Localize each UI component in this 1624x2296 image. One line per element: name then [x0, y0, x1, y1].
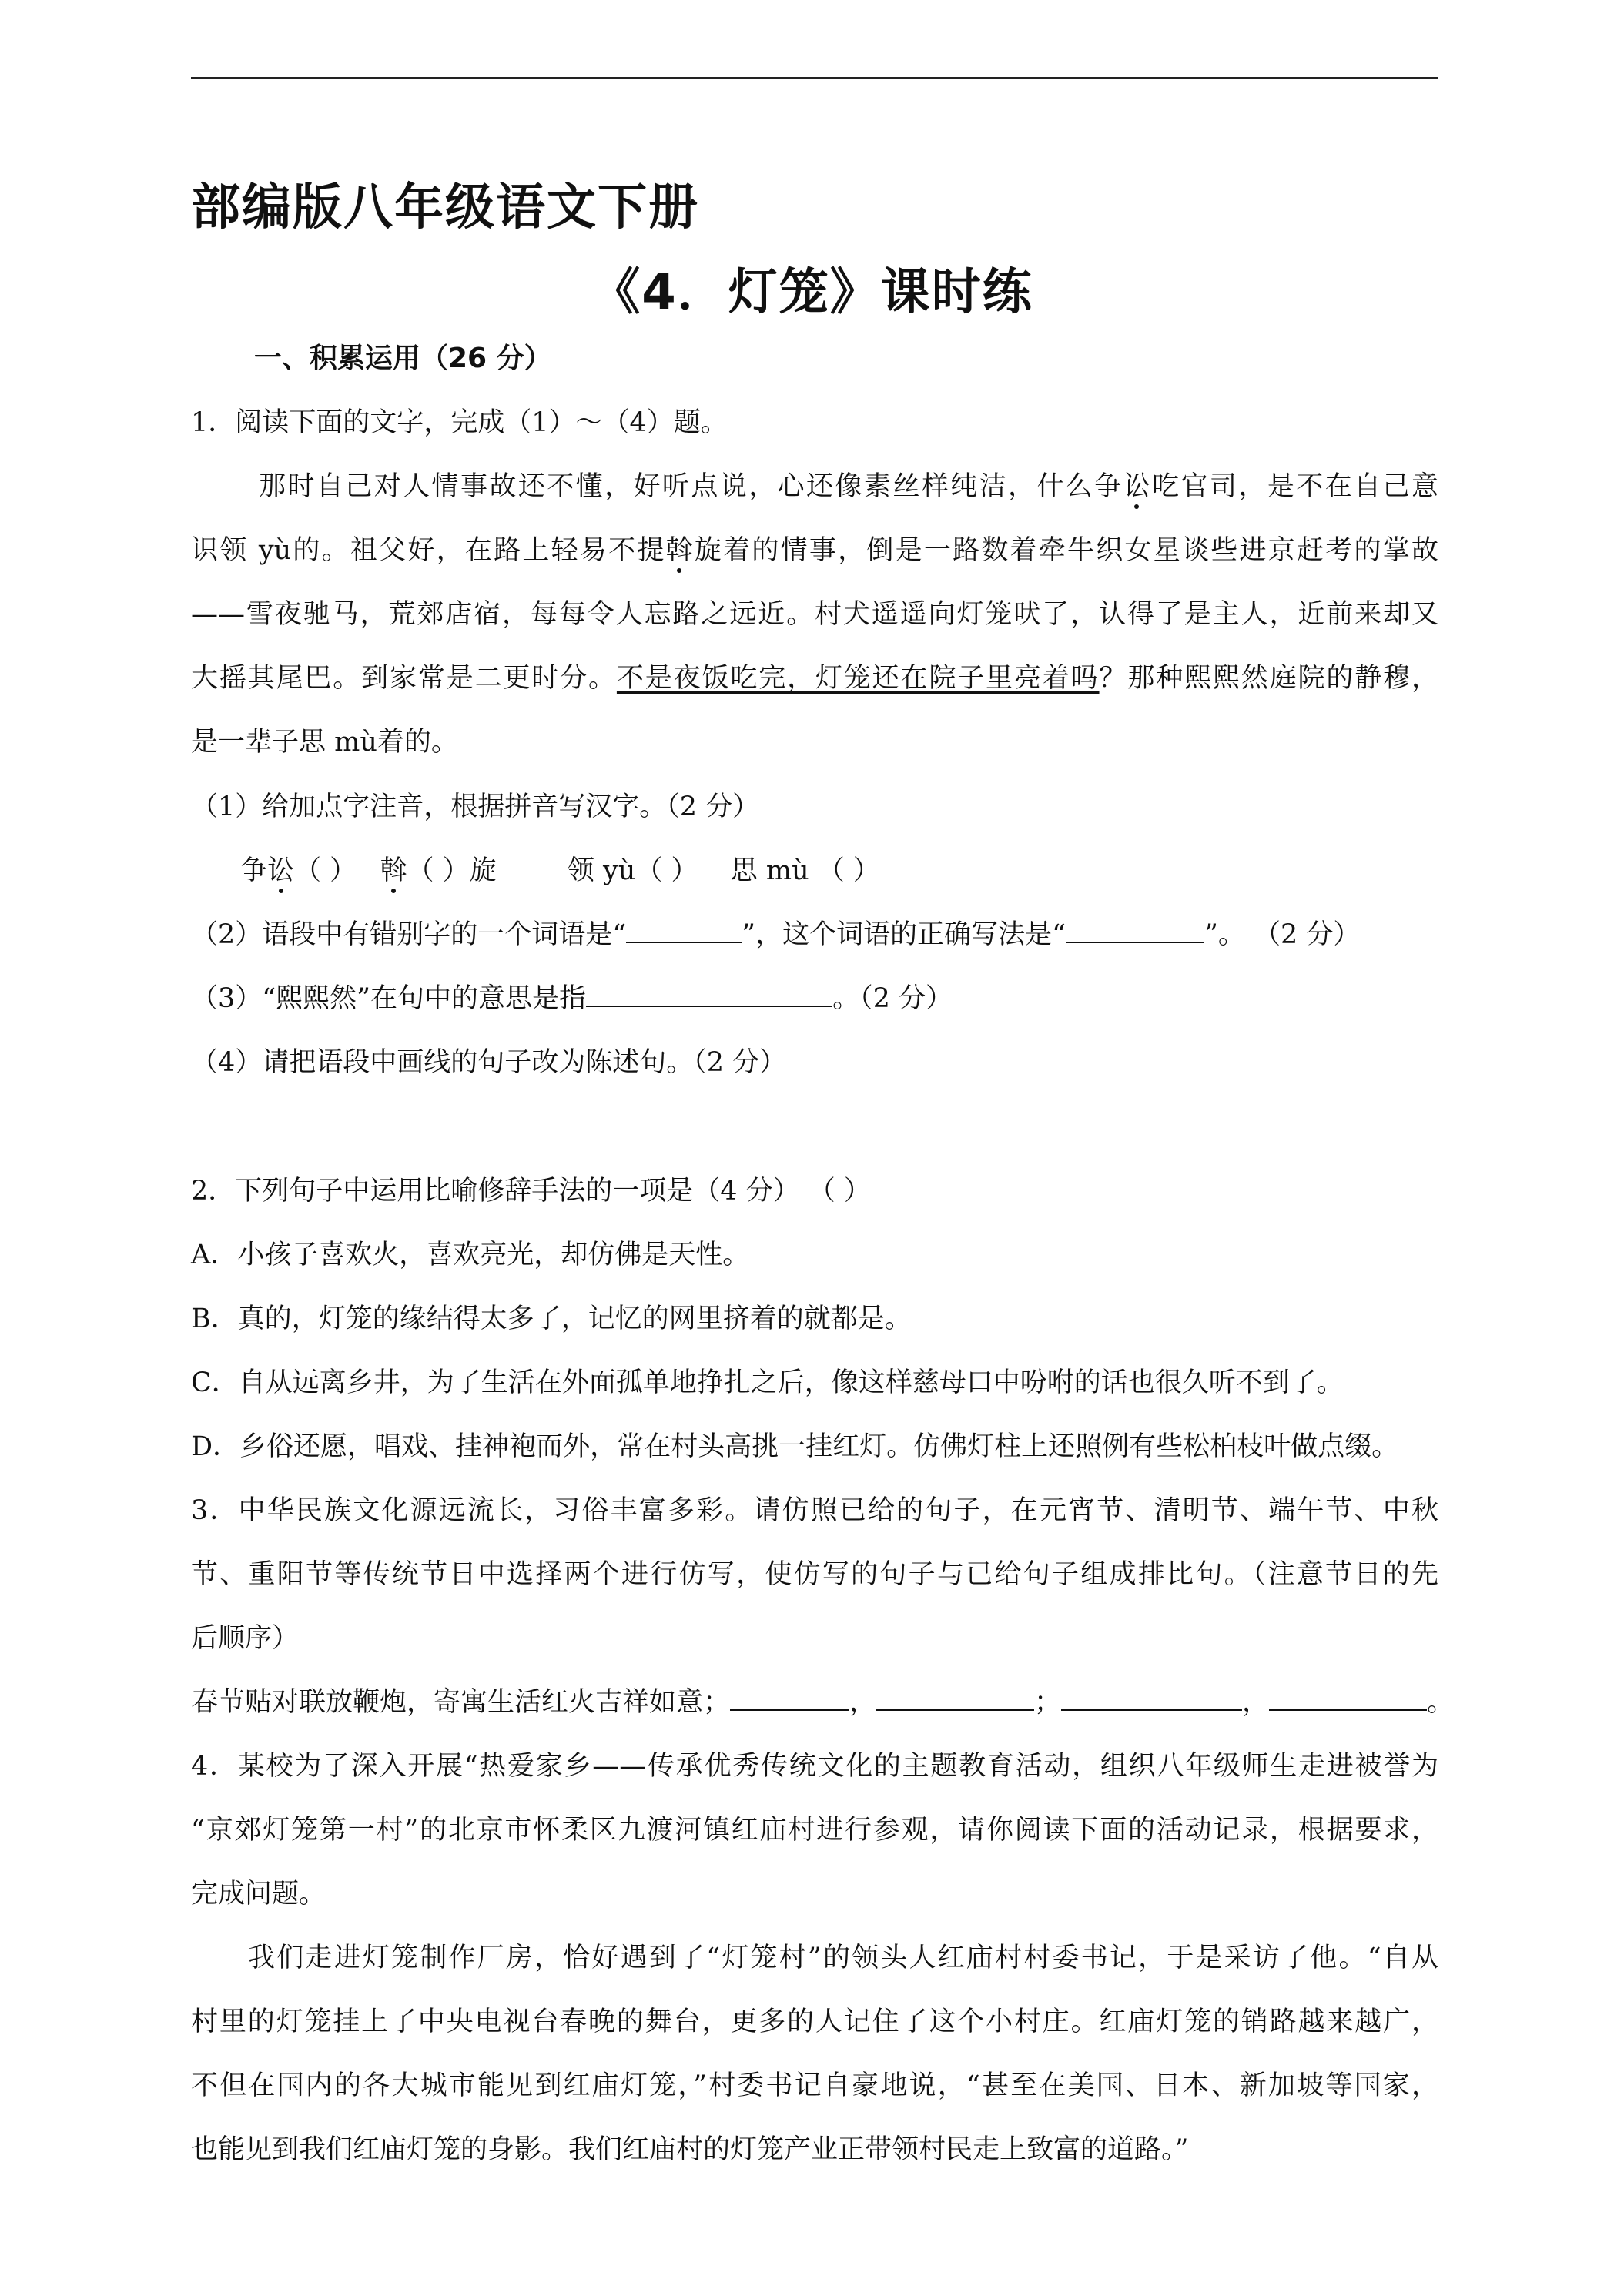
q1-prompt: 1．阅读下面的文字，完成（1）～（4）题。 — [191, 407, 728, 438]
q3-line-2: 节、重阳节等传统节日中选择两个进行仿写，使仿写的句子与已给句子组成排比句。（注意节日的先 — [191, 1559, 1438, 1590]
item-text: 争 — [240, 855, 268, 886]
passage-line-1 — [259, 470, 1438, 503]
answer-blank[interactable] — [876, 1686, 1034, 1711]
answer-blank[interactable] — [586, 982, 832, 1007]
dotted-char: 讼 — [267, 855, 295, 886]
q2-option-d[interactable]: D．乡俗还愿，唱戏、挂神袍而外，常在村头高挑一挂红灯。仿佛灯柱上还照例有些松柏枝叶做点缀。 — [191, 1431, 1399, 1462]
answer-blank[interactable] — [1269, 1686, 1427, 1711]
q3-line-3: 后顺序） — [191, 1623, 300, 1654]
q2-option-a[interactable]: A．小孩子喜欢火，喜欢亮光，却仿佛是天性。 — [191, 1240, 750, 1270]
item-text: （3）“熙熙然”在句中的意思是指 — [191, 983, 587, 1014]
header-rule — [191, 77, 1438, 79]
q1-sub4: （4）请把语段中画线的句子改为陈述句。（2 分） — [191, 1047, 787, 1078]
passage-line-2 — [191, 534, 1438, 567]
q1-sub3 — [191, 982, 953, 1015]
item-text: ”，这个词语的正确写法是“ — [742, 919, 1066, 950]
q1-sub1: （1）给加点字注音，根据拼音写汉字。（2 分） — [191, 792, 760, 822]
answer-blank[interactable] — [626, 919, 742, 943]
example-sentence: 春节贴对联放鞭炮，寄寓生活红火吉祥如意； — [191, 1687, 731, 1718]
q4-record-line-1: 我们走进灯笼制作厂房，恰好遇到了“灯笼村”的领头人红庙村村委书记，于是采访了他。“自从 — [248, 1943, 1438, 1973]
q4-record-line-2: 村里的灯笼挂上了中央电视台春晚的舞台，更多的人记住了这个小村庄。红庙灯笼的销路越来越广， — [191, 2006, 1438, 2037]
q4-line-1: 4．某校为了深入开展“热爱家乡——传承优秀传统文化的主题教育活动，组织八年级师生走进被誉为 — [191, 1751, 1438, 1782]
punctuation: ； — [1034, 1687, 1062, 1718]
dotted-char: 斡 — [665, 535, 693, 566]
q4-line-2: “京郊灯笼第一村”的北京市怀柔区九渡河镇红庙村进行参观，请你阅读下面的活动记录，根据要求， — [191, 1815, 1438, 1846]
answer-paren[interactable]: （ ）旋 — [407, 855, 497, 886]
passage-text: 吃官司，是不在自己意 — [1150, 471, 1438, 502]
document-title: 部编版八年级语文下册 — [191, 179, 699, 236]
answer-paren[interactable]: 领 yù（ ） — [567, 855, 698, 886]
passage-line-5: 是一辈子思 mù着的。 — [191, 727, 458, 758]
q3-line-1: 3．中华民族文化源远流长，习俗丰富多彩。请仿照已给的句子，在元宵节、清明节、端午节、中秋 — [191, 1495, 1438, 1526]
passage-text: 识领 yù的。祖父好，在路上轻易不提 — [191, 535, 666, 566]
answer-blank[interactable] — [1066, 919, 1204, 943]
passage-line-4 — [191, 662, 1438, 694]
underlined-sentence: 不是夜饭吃完，灯笼还在院子里亮着吗 — [616, 663, 1100, 694]
answer-paren[interactable]: 思 mù （ ） — [730, 855, 880, 886]
passage-line-3: ——雪夜驰马，荒郊店宿，每每令人忘路之远近。村犬遥遥向灯笼吠了，认得了是主人，近前来却又 — [191, 599, 1438, 630]
punctuation: 。 — [1427, 1687, 1455, 1718]
q2-option-b[interactable]: B．真的，灯笼的缘结得太多了，记忆的网里挤着的就都是。 — [191, 1304, 912, 1334]
answer-blank[interactable] — [1061, 1686, 1242, 1711]
q2-prompt: 2．下列句子中运用比喻修辞手法的一项是（4 分） （ ） — [191, 1176, 871, 1207]
dotted-char: 讼 — [1123, 471, 1150, 502]
item-text: 。（2 分） — [832, 983, 953, 1014]
lesson-title: 《4．灯笼》课时练 — [591, 264, 1033, 321]
item-text: （2）语段中有错别字的一个词语是“ — [191, 919, 627, 950]
passage-text: 旋着的情事，倒是一路数着牵牛织女星谈些进京赶考的掌故 — [692, 535, 1438, 566]
q2-option-c[interactable]: C．自从远离乡井，为了生活在外面孤单地挣扎之后，像这样慈母口中吩咐的话也很久听不到了。 — [191, 1367, 1344, 1398]
passage-text: ？那种熙熙然庭院的静穆， — [1099, 663, 1438, 694]
punctuation: ， — [1242, 1687, 1270, 1718]
q4-line-3: 完成问题。 — [191, 1879, 326, 1909]
q4-record-line-3: 不但在国内的各大城市能见到红庙灯笼，”村委书记自豪地说，“甚至在美国、日本、新加坡等国家， — [191, 2070, 1438, 2101]
q3-answer-line — [191, 1686, 1454, 1719]
passage-text: 大摇其尾巴。到家常是二更时分。 — [191, 663, 617, 694]
answer-blank[interactable] — [730, 1686, 849, 1711]
q4-record-line-4: 也能见到我们红庙灯笼的身影。我们红庙村的灯笼产业正带领村民走上致富的道路。” — [191, 2134, 1189, 2165]
passage-text: 那时自己对人情事故还不懂，好听点说，心还像素丝样纯洁，什么争 — [259, 471, 1123, 502]
section-heading: 一、积累运用（26 分） — [254, 343, 552, 374]
q1-sub1-items — [240, 855, 880, 887]
dotted-char: 斡 — [380, 855, 407, 886]
answer-paren[interactable]: （ ） — [294, 855, 357, 886]
q1-sub2 — [191, 919, 1360, 951]
item-text: ”。 （2 分） — [1204, 919, 1361, 950]
punctuation: ， — [849, 1687, 877, 1718]
